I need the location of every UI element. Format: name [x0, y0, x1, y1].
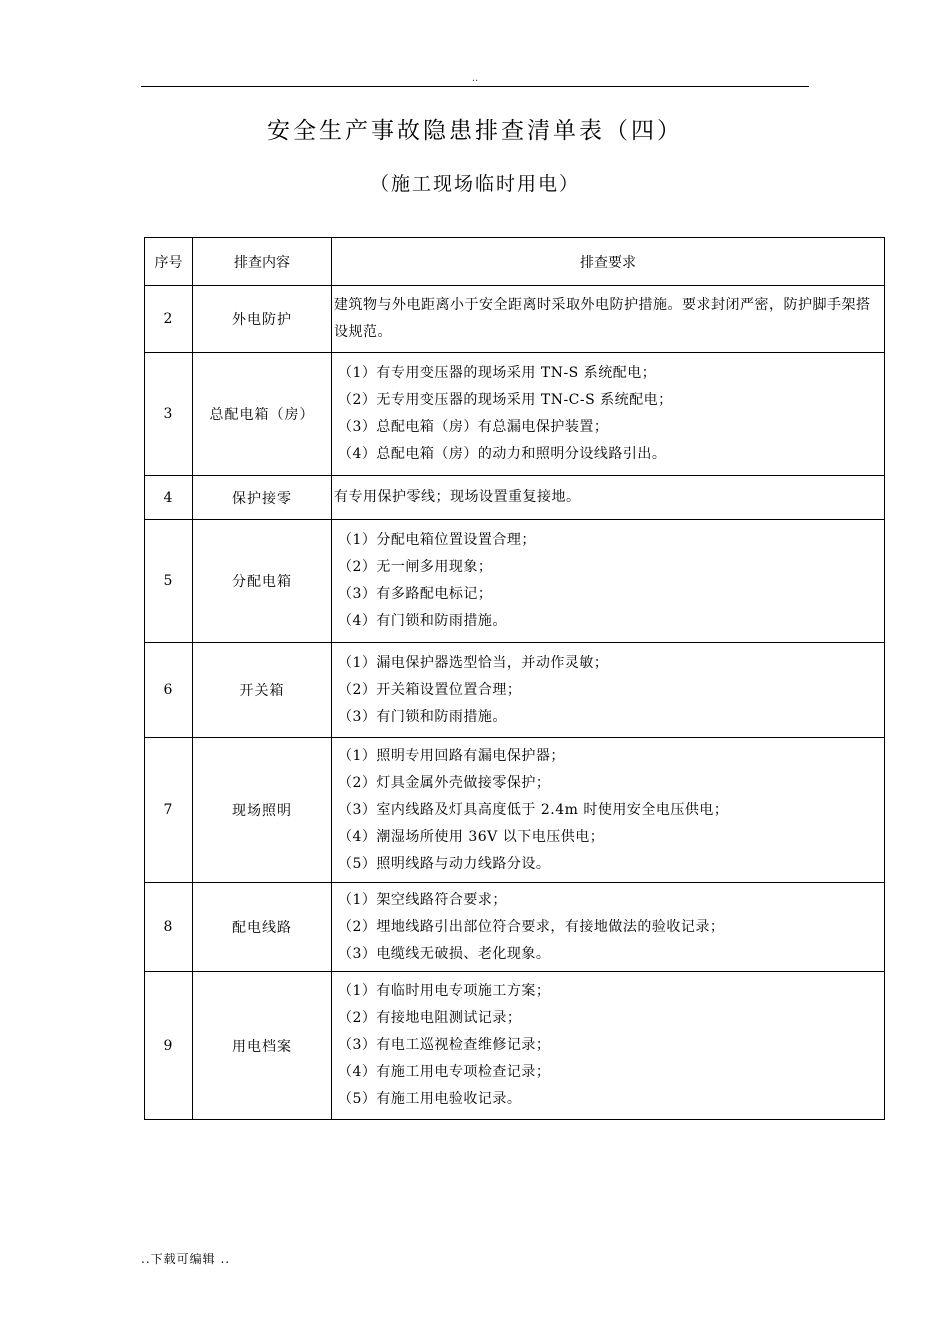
inspection-table: [144, 237, 885, 1120]
requirement-line: （4）有施工用电专项检查记录；: [338, 1064, 551, 1080]
header-mark: ..: [471, 73, 479, 84]
row-requirements: [332, 738, 885, 883]
requirement-line: （4）潮湿场所使用 36V 以下电压供电；: [338, 828, 605, 845]
requirement-line: （3）总配电箱（房）有总漏电保护装置；: [338, 419, 609, 435]
table-header-row: [145, 238, 885, 286]
row-item: 配电线路: [193, 883, 332, 972]
row-number: 7: [145, 738, 193, 883]
table-row: [145, 643, 885, 738]
requirement-line: （1）架空线路符合要求；: [338, 891, 507, 908]
row-item: 分配电箱: [193, 520, 332, 643]
requirement-line: （1）有临时用电专项施工方案；: [338, 983, 551, 999]
requirement-line: （5）照明线路与动力线路分设。: [338, 855, 551, 872]
row-item: 保护接零: [193, 476, 332, 520]
requirement-line: （2）埋地线路引出部位符合要求，有接地做法的验收记录；: [338, 918, 725, 935]
requirement-line: （2）有接地电阻测试记录；: [338, 1010, 522, 1026]
row-requirements: [332, 883, 885, 972]
requirement-line: （1）分配电箱位置设置合理；: [338, 532, 536, 548]
requirement-line: （2）灯具金属外壳做接零保护；: [338, 774, 551, 791]
row-number: 4: [145, 476, 193, 520]
table-row: [145, 883, 885, 972]
requirement-line: （5）有施工用电验收记录。: [338, 1091, 522, 1107]
row-requirements: [332, 353, 885, 476]
row-number: 2: [145, 286, 193, 353]
table-row: [145, 520, 885, 643]
header-rule: [141, 86, 809, 87]
row-item: 总配电箱（房）: [193, 353, 332, 476]
requirement-line: （3）有门锁和防雨措施。: [338, 708, 507, 725]
header-requirements: 排查要求: [332, 238, 885, 286]
requirement-line: （3）有电工巡视检查维修记录；: [338, 1037, 551, 1053]
header-item: 排查内容: [193, 238, 332, 286]
requirement-line: （3）室内线路及灯具高度低于 2.4m 时使用安全电压供电；: [338, 801, 729, 818]
requirement-line: （2）无专用变压器的现场采用 TN-C-S 系统配电；: [338, 392, 673, 408]
requirement-line: （2）开关箱设置位置合理；: [338, 681, 522, 698]
table-row: [145, 738, 885, 883]
row-requirements: [332, 643, 885, 738]
row-number: 5: [145, 520, 193, 643]
row-item: 外电防护: [193, 286, 332, 353]
requirement-line: （1）有专用变压器的现场采用 TN-S 系统配电；: [338, 365, 657, 381]
requirement-line: （2）无一闸多用现象；: [338, 559, 493, 575]
requirement-line: （4）总配电箱（房）的动力和照明分设线路引出。: [338, 446, 667, 462]
requirement-line: （3）有多路配电标记；: [338, 586, 493, 602]
table-row: [145, 972, 885, 1120]
table-row: [145, 353, 885, 476]
requirement-text: 有专用保护零线；现场设置重复接地。: [334, 489, 581, 505]
row-number: 8: [145, 883, 193, 972]
row-item: 开关箱: [193, 643, 332, 738]
table-row: [145, 286, 885, 353]
table-row: [145, 476, 885, 520]
row-number: 6: [145, 643, 193, 738]
row-requirements: [332, 520, 885, 643]
row-item: 现场照明: [193, 738, 332, 883]
row-requirements: [332, 972, 885, 1120]
row-item: 用电档案: [193, 972, 332, 1120]
row-number: 3: [145, 353, 193, 476]
requirement-line: （1）漏电保护器选型恰当，并动作灵敏；: [338, 654, 609, 671]
header-no: 序号: [145, 238, 193, 286]
row-requirements: [332, 286, 885, 353]
requirement-line: （4）有门锁和防雨措施。: [338, 613, 507, 629]
footer-note: ..下载可编辑 ..: [141, 1252, 231, 1266]
document-subtitle: （施工现场临时用电）: [369, 173, 580, 195]
requirement-line: （3）电缆线无破损、老化现象。: [338, 945, 551, 962]
row-requirements: [332, 476, 885, 520]
row-number: 9: [145, 972, 193, 1120]
requirement-text: 建筑物与外电距离小于安全距离时采取外电防护措施。要求封闭严密，防护脚手架搭设规范。: [334, 297, 871, 340]
requirement-line: （1）照明专用回路有漏电保护器；: [338, 747, 565, 764]
document-title: 安全生产事故隐患排查清单表（四）: [267, 118, 683, 144]
